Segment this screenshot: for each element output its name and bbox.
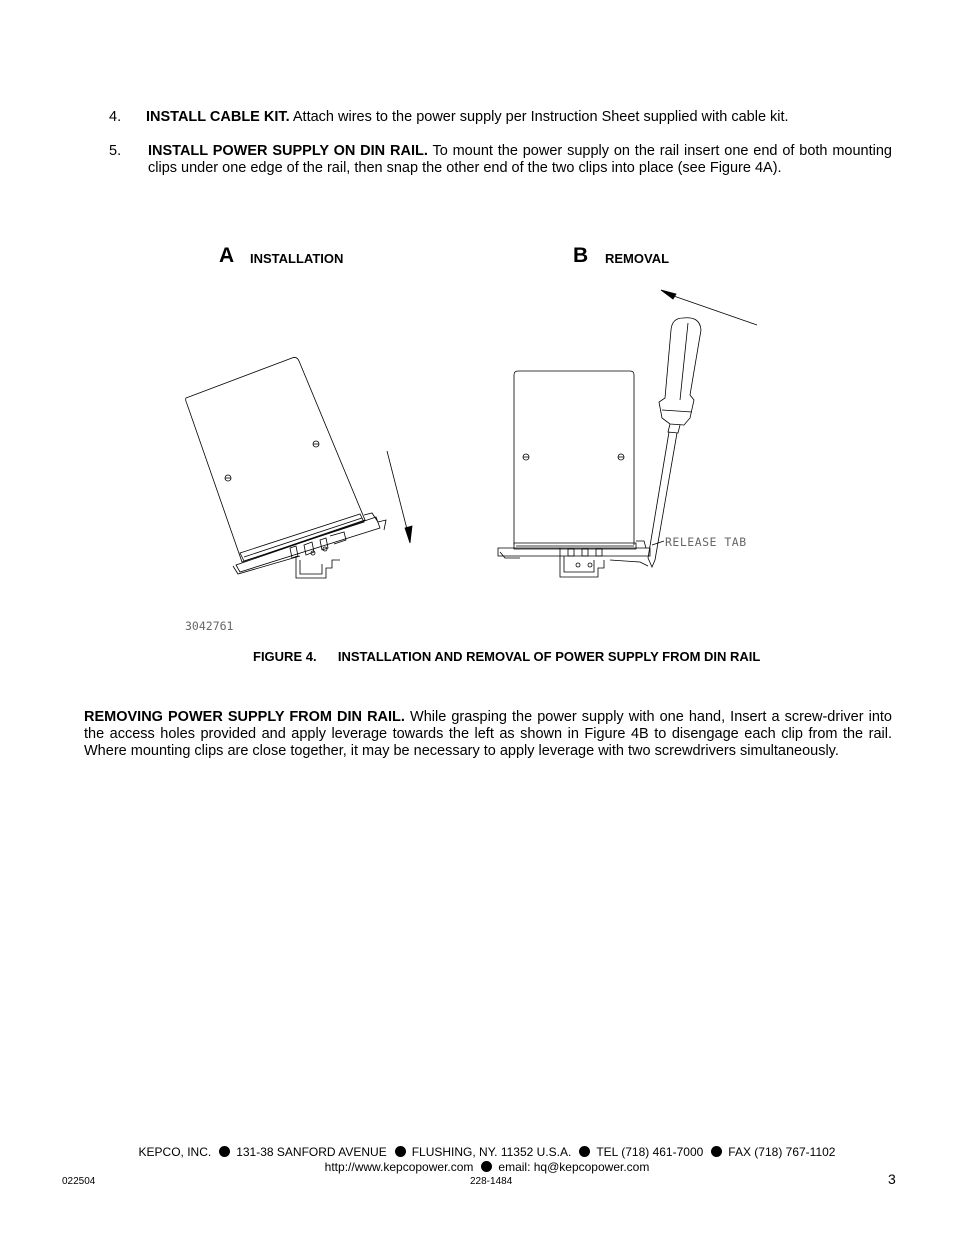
step-4-number: 4. — [109, 109, 122, 125]
panel-b-label: REMOVAL — [605, 251, 670, 266]
panel-a-label: INSTALLATION — [250, 251, 344, 266]
footer-tel: TEL (718) 461-7000 — [596, 1145, 704, 1159]
release-tab-label: RELEASE TAB — [665, 535, 747, 549]
footer-date-code: 022504 — [62, 1176, 96, 1187]
panel-a-power-supply — [186, 357, 386, 578]
panel-a-arrow — [387, 451, 412, 543]
footer-doc-number: 228-1484 — [470, 1176, 513, 1187]
step-5-text: To mount the power supply on the rail insert one end of both mounting clips under one edge of the rail, then snap the other end of the two clips into place (see Figure 4A). — [148, 143, 892, 176]
bullet-icon — [711, 1146, 722, 1157]
bullet-icon — [219, 1146, 230, 1157]
footer-address: 131-38 SANFORD AVENUE — [236, 1145, 387, 1159]
footer-email[interactable]: email: hq@kepcopower.com — [498, 1160, 650, 1174]
figure-caption — [253, 649, 760, 664]
footer-contact-line — [0, 1160, 954, 1174]
footer-company: KEPCO, INC. — [138, 1145, 212, 1159]
drawing-number: 3042761 — [185, 619, 234, 633]
step-4-text: Attach wires to the power supply per Instruction Sheet supplied with cable kit. — [292, 109, 789, 125]
panel-b-power-supply — [498, 371, 650, 577]
figure-caption-text: INSTALLATION AND REMOVAL OF POWER SUPPLY FROM DIN RAIL — [337, 649, 761, 664]
bullet-icon — [395, 1146, 406, 1157]
footer-fax: FAX (718) 767-1102 — [728, 1145, 836, 1159]
bullet-icon — [481, 1161, 492, 1172]
page-number: 3 — [888, 1171, 896, 1187]
figure-caption-number: FIGURE 4. — [253, 649, 317, 664]
footer-url[interactable]: http://www.kepcopower.com — [324, 1160, 474, 1174]
panel-b-letter: B — [573, 244, 589, 267]
screwdriver-icon — [648, 318, 701, 567]
removal-text: While grasping the power supply with one hand, Insert a screw-driver into the access holes provided and apply leverage towards the left as shown in Figure 4B to disengage each clip from the rail. Where mounting clips are close together, it may be necessary to apply leverage with two screwdrivers simultaneously. — [84, 709, 892, 759]
bullet-icon — [579, 1146, 590, 1157]
step-4-heading: INSTALL CABLE KIT. — [146, 109, 290, 125]
footer-city: FLUSHING, NY. 11352 U.S.A. — [411, 1145, 572, 1159]
removal-heading: REMOVING POWER SUPPLY FROM DIN RAIL. — [84, 709, 405, 725]
footer-address-line — [0, 1145, 954, 1159]
step-5-heading: INSTALL POWER SUPPLY ON DIN RAIL. — [148, 143, 428, 159]
step-5-number: 5. — [109, 143, 122, 159]
removal-paragraph — [84, 709, 892, 760]
panel-a-letter: A — [219, 244, 235, 267]
